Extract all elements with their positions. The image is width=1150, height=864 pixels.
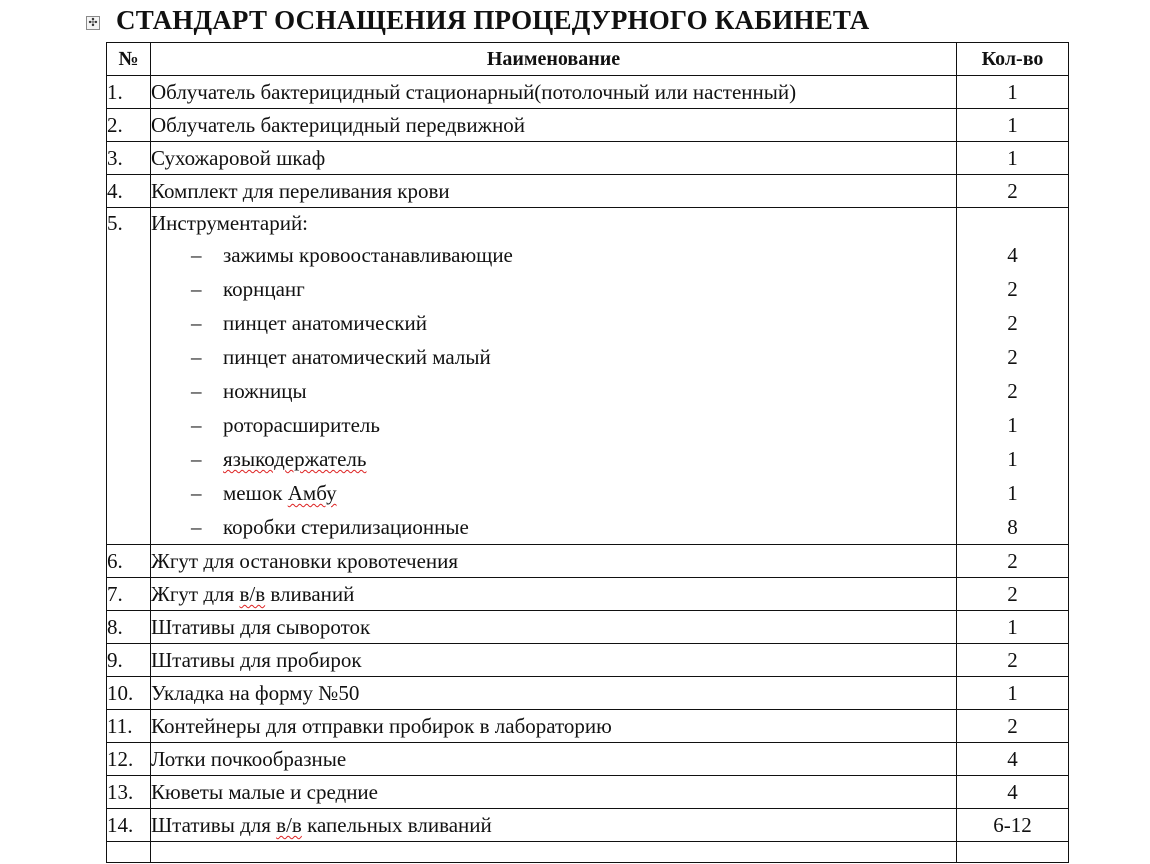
equipment-table xyxy=(106,42,1069,863)
row-name: Сухожаровой шкаф xyxy=(151,142,957,175)
row-number: 1. xyxy=(107,76,151,109)
table-row xyxy=(107,545,1069,578)
row-name: Контейнеры для отправки пробирок в лабораторию xyxy=(151,710,957,743)
document-title: СТАНДАРТ ОСНАЩЕНИЯ ПРОЦЕДУРНОГО КАБИНЕТА xyxy=(116,5,870,35)
row-name-part: вливаний xyxy=(265,582,355,606)
row-number: 4. xyxy=(107,175,151,208)
header-name: Наименование xyxy=(151,43,957,76)
table-row xyxy=(107,809,1069,842)
instrument-item xyxy=(151,476,956,510)
row-number: 14. xyxy=(107,809,151,842)
row-quantity: 1 xyxy=(957,142,1069,175)
row-number: 11. xyxy=(107,710,151,743)
dash-marker: – xyxy=(191,413,202,437)
row-quantity xyxy=(957,842,1069,863)
row-quantity: 1 xyxy=(957,76,1069,109)
row-number: 12. xyxy=(107,743,151,776)
instrument-name-spellcheck: языкодержатель xyxy=(223,447,367,471)
instrument-quantity: 2 xyxy=(1007,277,1018,301)
table-row xyxy=(107,175,1069,208)
row-name: Облучатель бактерицидный стационарный(потолочный или настенный) xyxy=(151,76,957,109)
instrument-quantity: 2 xyxy=(1007,379,1018,403)
row-name: Штативы для пробирок xyxy=(151,644,957,677)
row-quantity: 2 xyxy=(957,644,1069,677)
header-number: № xyxy=(107,43,151,76)
dash-marker: – xyxy=(191,447,202,471)
row-name: Укладка на форму №50 xyxy=(151,677,957,710)
instrument-item xyxy=(151,238,956,272)
row-name: Жгут для остановки кровотечения xyxy=(151,545,957,578)
row-number: 6. xyxy=(107,545,151,578)
row-number: 13. xyxy=(107,776,151,809)
row-number-text: 5. xyxy=(107,211,123,235)
row-quantity: 4 xyxy=(957,743,1069,776)
instrument-name: роторасширитель xyxy=(223,413,380,437)
row-name: Облучатель бактерицидный передвижной xyxy=(151,109,957,142)
row-name xyxy=(151,842,957,863)
row-number: 9. xyxy=(107,644,151,677)
instrument-item xyxy=(151,272,956,306)
instrument-item xyxy=(151,340,956,374)
instrument-item xyxy=(151,510,956,544)
table-row xyxy=(107,109,1069,142)
row-name-spellcheck: в/в xyxy=(239,582,266,606)
row-quantity: 1 xyxy=(957,677,1069,710)
instrument-item xyxy=(151,374,956,408)
instrument-name-spellcheck: Амбу xyxy=(287,481,337,505)
dash-marker: – xyxy=(191,515,202,539)
row-name xyxy=(151,578,957,611)
instrument-quantity: 2 xyxy=(1007,311,1018,335)
instrument-item xyxy=(151,408,956,442)
instrument-quantity: 1 xyxy=(1007,413,1018,437)
row-number xyxy=(107,842,151,863)
table-row xyxy=(107,578,1069,611)
row-number: 2. xyxy=(107,109,151,142)
instrument-item xyxy=(151,442,956,476)
instrument-name: корнцанг xyxy=(223,277,305,301)
instrument-quantity: 4 xyxy=(1007,243,1018,267)
instrument-quantity: 8 xyxy=(1007,515,1018,539)
table-row xyxy=(107,142,1069,175)
row-number: 3. xyxy=(107,142,151,175)
dash-marker: – xyxy=(191,379,202,403)
table-header-row xyxy=(107,43,1069,76)
row-number: 10. xyxy=(107,677,151,710)
row-number xyxy=(107,208,151,545)
table-row-cut-off xyxy=(107,842,1069,863)
row-name: Кюветы малые и средние xyxy=(151,776,957,809)
table-row-instruments xyxy=(107,208,1069,545)
instrument-name: мешок xyxy=(223,481,288,505)
table-row xyxy=(107,644,1069,677)
dash-marker: – xyxy=(191,345,202,369)
row-name-part: капельных вливаний xyxy=(301,813,492,837)
instrument-quantity: 2 xyxy=(1007,345,1018,369)
row-number: 7. xyxy=(107,578,151,611)
table-row xyxy=(107,76,1069,109)
row-name xyxy=(151,208,957,545)
dash-marker: – xyxy=(191,277,202,301)
row-name-part: Штативы для xyxy=(151,813,277,837)
row-quantity: 1 xyxy=(957,611,1069,644)
row-quantity: 6-12 xyxy=(957,809,1069,842)
instrument-quantities xyxy=(957,208,1068,544)
row-quantity: 2 xyxy=(957,175,1069,208)
instrument-name: пинцет анатомический малый xyxy=(223,345,491,369)
dash-marker: – xyxy=(191,243,202,267)
row-quantity: 2 xyxy=(957,578,1069,611)
instrument-list xyxy=(151,238,956,544)
row-number: 8. xyxy=(107,611,151,644)
row-name-spellcheck: в/в xyxy=(276,813,302,837)
row-quantity: 4 xyxy=(957,776,1069,809)
row-quantity xyxy=(957,208,1069,545)
instrument-name: коробки стерилизационные xyxy=(223,515,469,539)
instruments-heading: Инструментарий: xyxy=(151,211,309,235)
table-row xyxy=(107,776,1069,809)
row-quantity: 2 xyxy=(957,545,1069,578)
table-row xyxy=(107,677,1069,710)
row-name xyxy=(151,809,957,842)
instrument-name: зажимы кровоостанавливающие xyxy=(223,243,513,267)
instrument-name: ножницы xyxy=(223,379,307,403)
table-row xyxy=(107,710,1069,743)
row-name: Лотки почкообразные xyxy=(151,743,957,776)
table-row xyxy=(107,743,1069,776)
dash-marker: – xyxy=(191,311,202,335)
instrument-item xyxy=(151,306,956,340)
table-move-handle-icon[interactable]: ✣ xyxy=(86,16,100,30)
table-row xyxy=(107,611,1069,644)
row-name-part: Жгут для xyxy=(151,582,240,606)
dash-marker: – xyxy=(191,481,202,505)
instrument-quantity: 1 xyxy=(1007,447,1018,471)
row-quantity: 1 xyxy=(957,109,1069,142)
instrument-quantity: 1 xyxy=(1007,481,1018,505)
row-name: Комплект для переливания крови xyxy=(151,175,957,208)
row-name: Штативы для сывороток xyxy=(151,611,957,644)
row-quantity: 2 xyxy=(957,710,1069,743)
instrument-name: пинцет анатомический xyxy=(223,311,427,335)
header-quantity: Кол-во xyxy=(957,43,1069,76)
